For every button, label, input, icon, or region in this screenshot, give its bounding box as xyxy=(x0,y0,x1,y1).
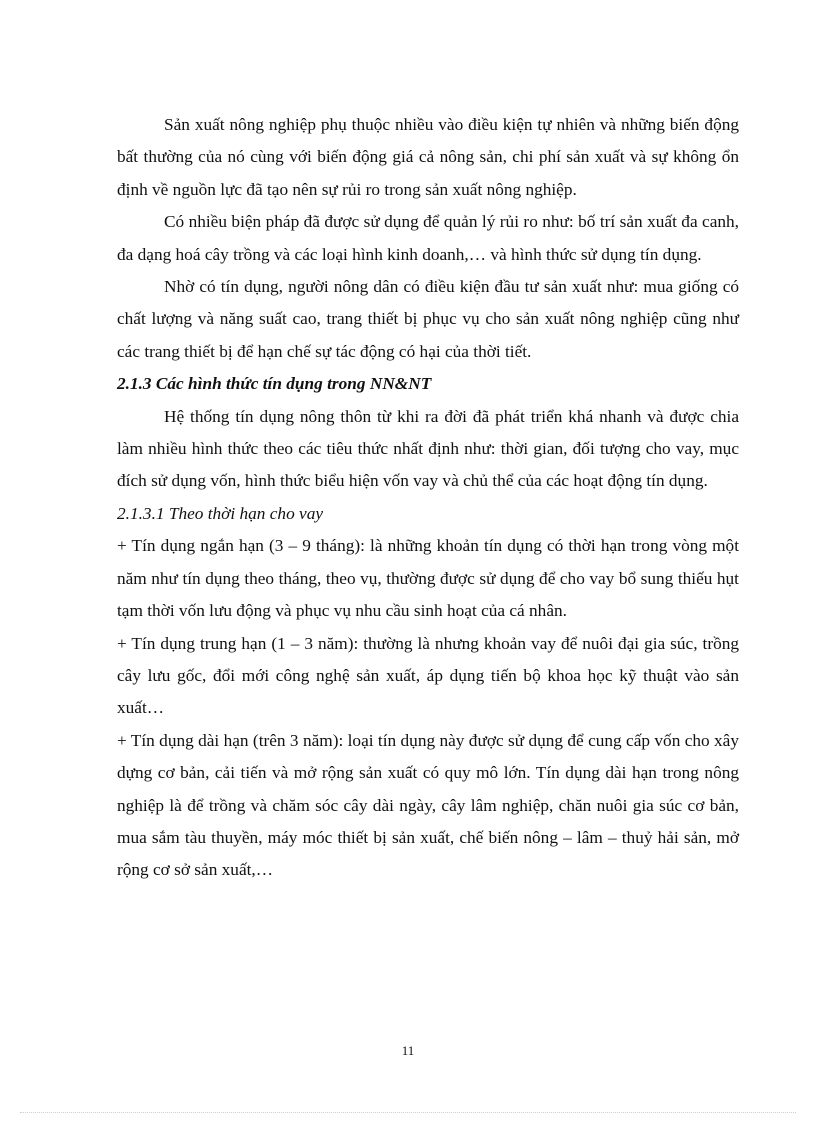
list-item-long-term: + Tín dụng dài hạn (trên 3 năm): loại tín dụng này được sử dụng để cung cấp vốn cho xây dựng cơ bản, cải tiến và mở rộng sản xuất có quy mô lớn. Tín dụng dài hạn trong nông nghiệp là để trồng và chăm sóc cây dài ngày, cây lâm nghiệp, chăn nuôi gia súc cơ bản, mua sắm tàu thuyền, máy móc thiết bị sản xuất, chế biến nông – lâm – thuỷ hải sản, mở rộng cơ sở sản xuất,… xyxy=(117,730,739,880)
paragraph-risk-factors: Sản xuất nông nghiệp phụ thuộc nhiều vào điều kiện tự nhiên và những biến động bất thường của nó cùng với biến động giá cả nông sản, chi phí sản xuất và sự không ổn định về nguồn lực đã tạo nên sự rủi ro trong sản xuất nông nghiệp. xyxy=(117,115,739,199)
page-bottom-border xyxy=(20,1112,796,1113)
page-body xyxy=(117,109,739,887)
page-number: 11 xyxy=(401,1043,415,1058)
paragraph-risk-management: Có nhiều biện pháp đã được sử dụng để quản lý rủi ro như: bố trí sản xuất đa canh, đa dạng hoá cây trồng và các loại hình kinh doanh,… và hình thức sử dụng tín dụng. xyxy=(117,212,739,264)
list-item-short-term: + Tín dụng ngắn hạn (3 – 9 tháng): là những khoản tín dụng có thời hạn trong vòng một năm như tín dụng theo tháng, theo vụ, thường được sử dụng để cho vay bổ sung thiếu hụt tạm thời vốn lưu động và phục vụ nhu cầu sinh hoạt của cá nhân. xyxy=(117,536,739,621)
section-heading: 2.1.3 Các hình thức tín dụng trong NN&NT xyxy=(117,374,432,394)
paragraph-credit-system: Hệ thống tín dụng nông thôn từ khi ra đời đã phát triển khá nhanh và được chia làm nhiều hình thức theo các tiêu thức nhất định như: thời gian, đối tượng cho vay, mục đích sử dụng vốn, hình thức biểu hiện vốn vay và chủ thể của các hoạt động tín dụng. xyxy=(117,406,739,491)
subsection-heading: 2.1.3.1 Theo thời hạn cho vay xyxy=(117,503,324,523)
list-item-medium-term: + Tín dụng trung hạn (1 – 3 năm): thường là nhưng khoản vay để nuôi đại gia súc, trồng cây lưu gốc, đổi mới công nghệ sản xuất, áp dụng tiến bộ khoa học kỹ thuật vào sản xuất… xyxy=(117,633,739,718)
paragraph-credit-benefits: Nhờ có tín dụng, người nông dân có điều kiện đầu tư sản xuất như: mua giống có chất lượng và năng suất cao, trang thiết bị phục vụ cho sản xuất nông nghiệp cũng như các trang thiết bị để hạn chế sự tác động có hại của thời tiết. xyxy=(117,277,739,361)
